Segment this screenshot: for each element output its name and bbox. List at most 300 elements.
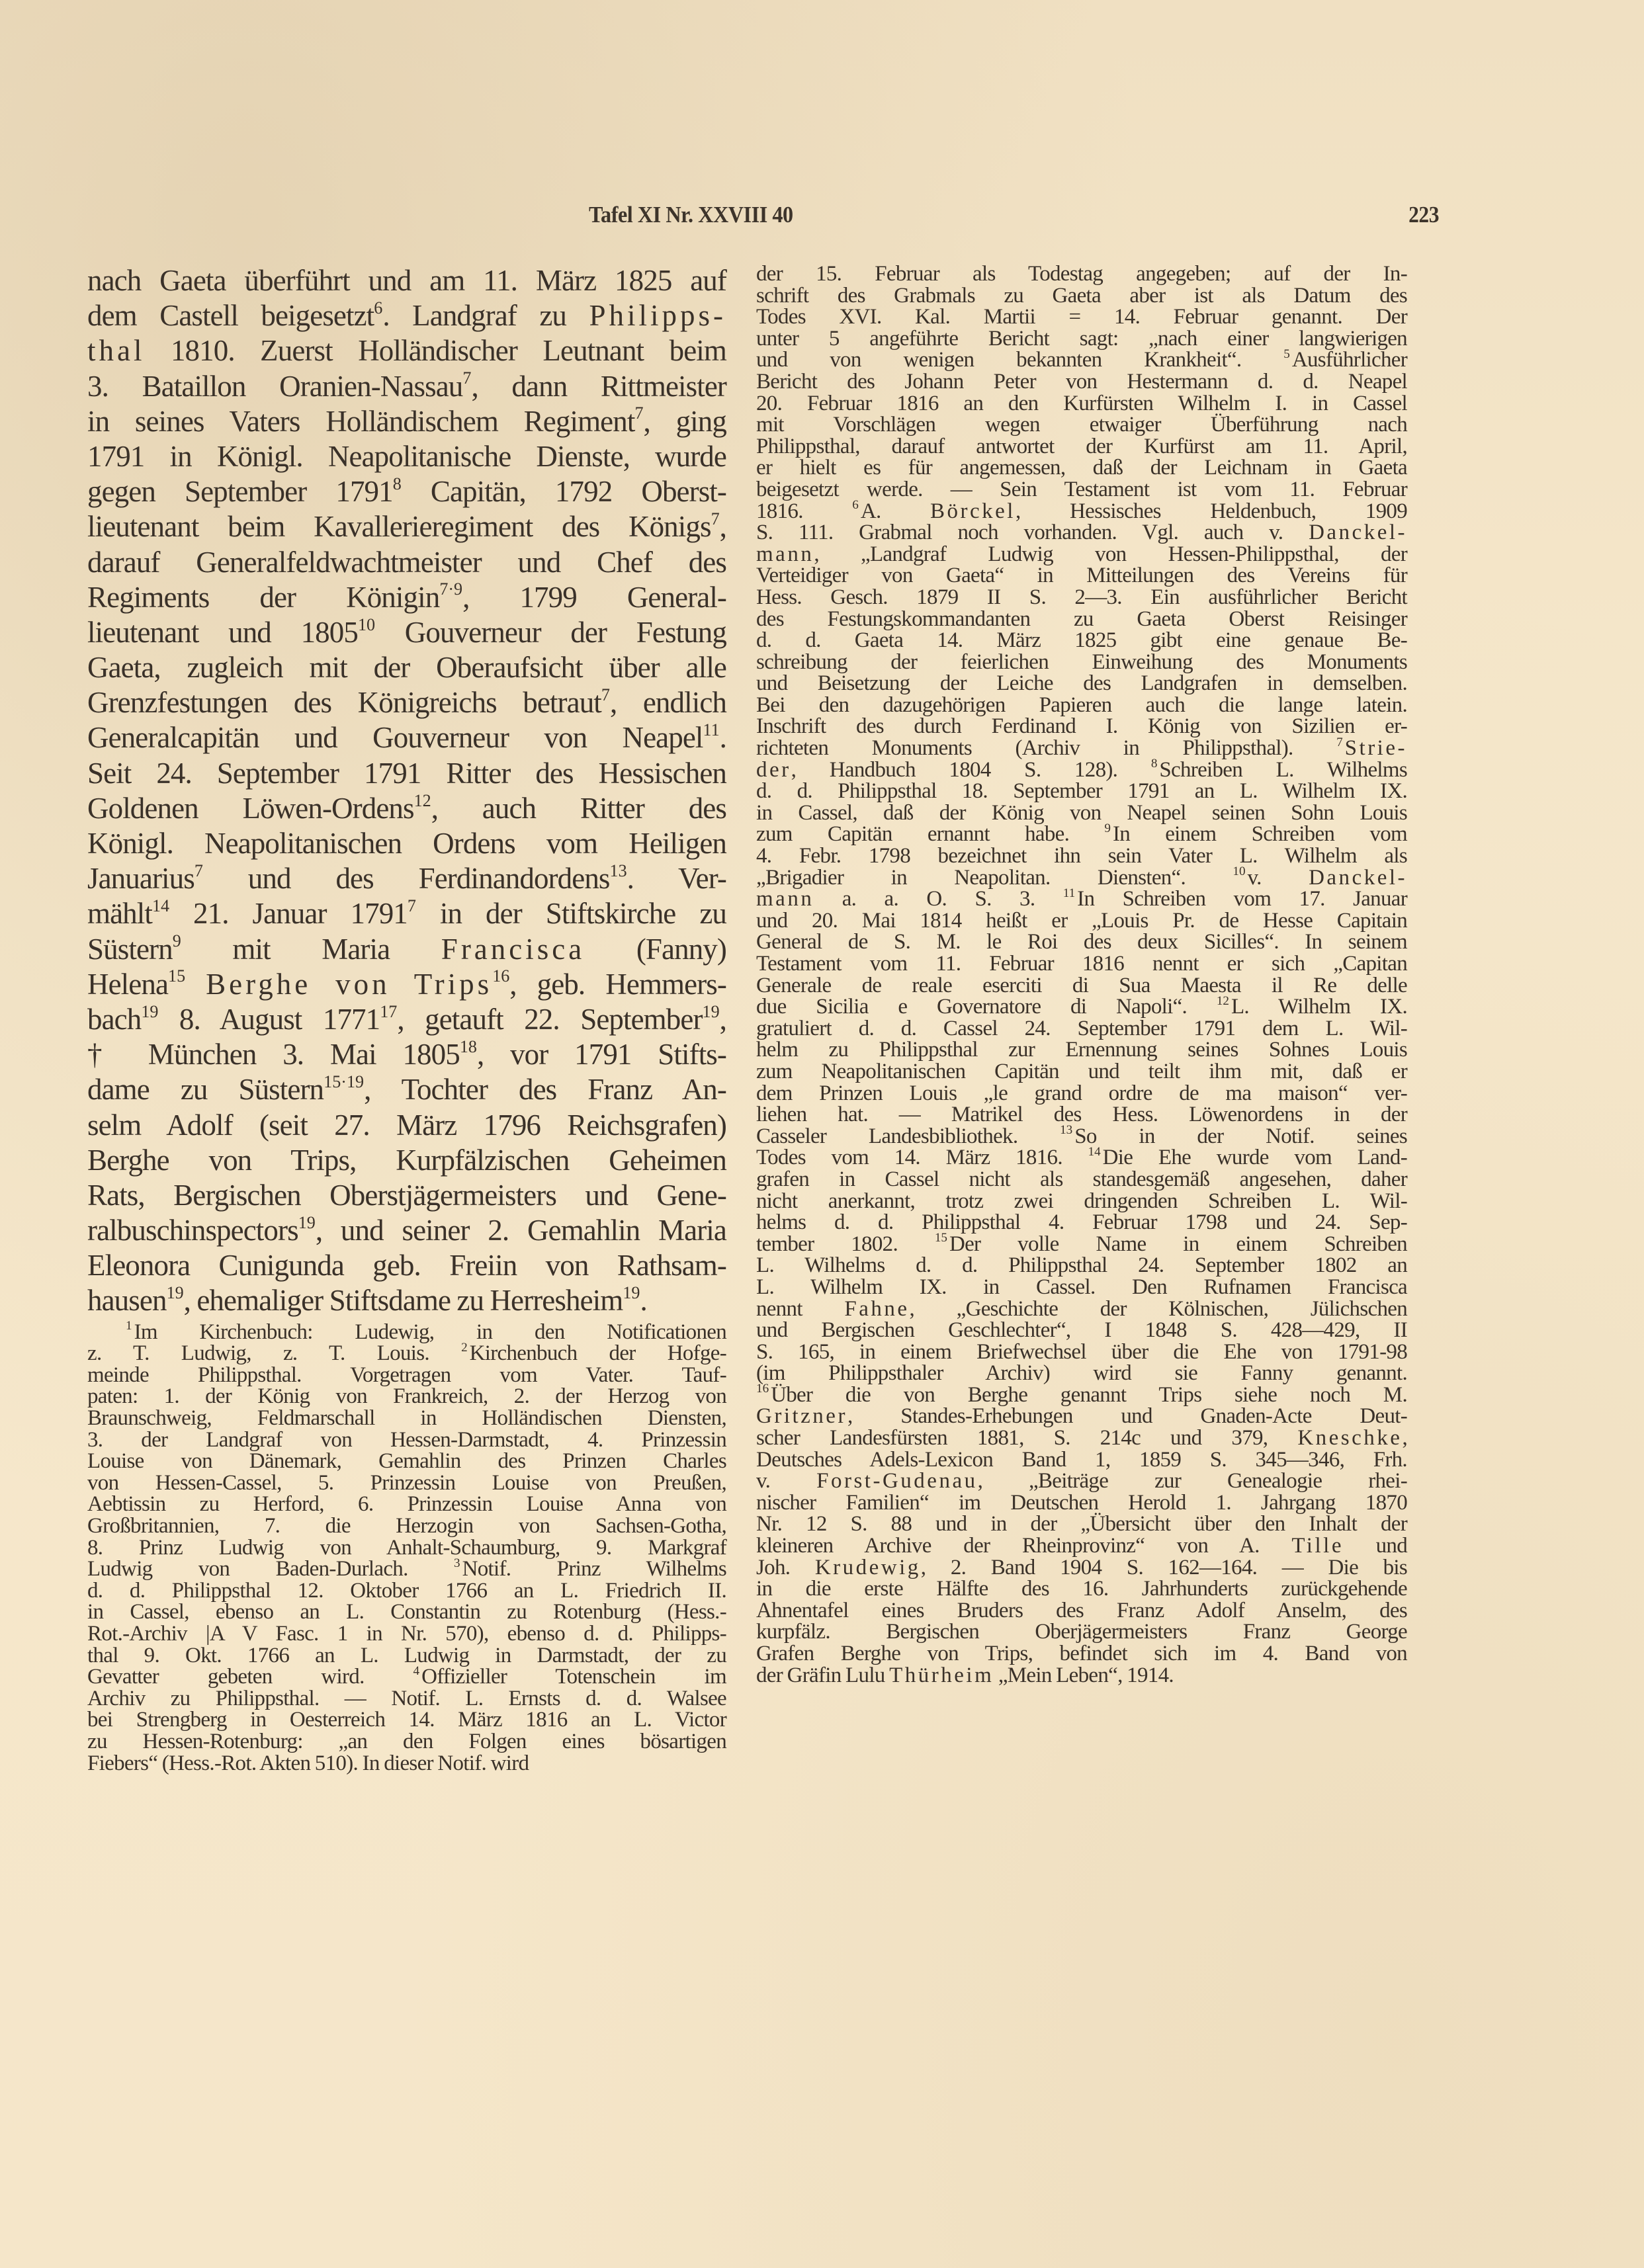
text-line [87, 545, 726, 580]
text-run: liehen hat. — Matrikel des Hess. Löwenordens in der [756, 1103, 1407, 1127]
text-run: 8. Prinz Ludwig von Anhalt-Schaumburg, 9. Markgraf [87, 1535, 726, 1560]
footnote-line [756, 479, 1407, 501]
text-run: , und seiner 2. Gemahlin Maria [315, 1214, 726, 1247]
text-run: Helena [87, 967, 169, 1001]
text-line [87, 791, 726, 826]
text-run: , dann Rittmeister [471, 369, 727, 403]
spaced-name: Danckel- [1309, 521, 1407, 545]
text-line [87, 756, 726, 791]
page-number: 223 [1408, 202, 1439, 228]
text-line [87, 404, 726, 439]
footnote-number: 3 [454, 1556, 460, 1570]
footnote-number: 1 [126, 1319, 132, 1333]
text-run: mählt [87, 897, 152, 931]
footnote-line [87, 1601, 726, 1623]
text-run: , [1402, 1426, 1407, 1450]
text-run: , geb. Hemmers- [509, 967, 726, 1001]
text-run: unter 5 angeführte Bericht sagt: „nach einer langwierigen [756, 326, 1407, 351]
text-run: grafen in Cassel nicht als standesgemäß angesehen, daher [756, 1167, 1407, 1191]
footnote-line [87, 1515, 726, 1537]
text-run: L. Wilhelms d. d. Philippsthal 24. September 1802 an [756, 1253, 1407, 1278]
text-run: d. d. Philippsthal 18. September 1791 an L. Wilhelm IX. [756, 779, 1407, 804]
footnote-line [756, 565, 1407, 587]
footnote-reference: 19 [298, 1212, 316, 1232]
text-run: Januarius [87, 862, 195, 896]
left-column [87, 263, 726, 1774]
text-run: Nr. 12 S. 88 und in der „Übersicht über den Inhalt der [756, 1512, 1407, 1536]
footnote-line [87, 1319, 726, 1344]
running-title: Tafel XI Nr. XXVIII 40 [589, 202, 793, 228]
footnote-reference: 19 [141, 1001, 159, 1021]
spaced-name: Francisca [441, 932, 585, 966]
footnote-line [756, 802, 1407, 824]
footnote-reference: 7 [711, 509, 720, 529]
footnote-number: 2 [461, 1340, 468, 1355]
text-run: von Hessen-Cassel, 5. Prinzessin Louise von Preußen, [87, 1470, 726, 1495]
footnote-line [756, 673, 1407, 694]
spaced-name: Fahne [844, 1296, 910, 1321]
spaced-name: Berghe von Trips [206, 967, 493, 1001]
footnote-line [756, 306, 1407, 328]
footnote-line [756, 1320, 1407, 1341]
footnote-reference: 19 [702, 1001, 720, 1021]
text-run: nischer Familien“ im Deutschen Herold 1. Jahrgang 1870 [756, 1490, 1407, 1515]
footnote-line [756, 1255, 1407, 1277]
text-run: , [719, 1002, 726, 1036]
footnote-line [87, 1731, 726, 1753]
text-run: † München 3. Mai 1805 [87, 1038, 460, 1071]
spaced-name: Krudewig [814, 1555, 921, 1579]
text-run: , ging [643, 404, 726, 438]
footnote-reference: 7 [634, 403, 644, 423]
footnote-line [756, 975, 1407, 997]
footnote-line [756, 888, 1407, 910]
text-line [87, 509, 726, 544]
text-run: , Standes-Erhebungen und Gnaden-Acte Deut- [847, 1404, 1407, 1429]
text-run: (im Philippsthaler Archiv) wird sie Fanny genannt. [756, 1361, 1407, 1386]
footnote-line [756, 587, 1407, 609]
footnote-line [87, 1558, 726, 1580]
text-run: Ausführlicher [1291, 348, 1407, 372]
footnote-line [756, 931, 1407, 953]
text-run: Im Kirchenbuch: Ludewig, in den Notificationen [134, 1320, 726, 1344]
footnote-line [756, 544, 1407, 566]
text-run: kleineren Archive der Rheinprovinz“ von A. [756, 1534, 1292, 1558]
spaced-name: Forst-Gudenau [816, 1469, 978, 1493]
footnote-number: 8 [1150, 757, 1158, 771]
text-run: S. 165, in einem Briefwechsel über die Ehe von 1791-98 [756, 1339, 1407, 1364]
text-run: . Landgraf zu [382, 299, 589, 333]
text-run: Todes XVI. Kal. Martii = 14. Februar genannt. Der [756, 305, 1407, 329]
footnote-line [756, 1169, 1407, 1191]
footnote-line [756, 1427, 1407, 1449]
footnote-line [756, 1470, 1407, 1492]
text-run: lieutenant beim Kavallerieregiment des Königs [87, 510, 711, 544]
footnote-line [87, 1365, 726, 1386]
text-run: Fiebers“ (Hess.-Rot. Akten 510). In dieser Notif. wird [87, 1751, 529, 1775]
text-run: Bei den dazugehörigen Papieren auch die lange latein. [756, 693, 1407, 717]
footnote-line [756, 993, 1407, 1019]
footnote-line [756, 1643, 1407, 1665]
footnote-number: 11 [1062, 886, 1076, 900]
main-text [87, 263, 726, 1319]
spaced-name: mann [756, 887, 814, 911]
text-run: Ahnentafel eines Bruders des Franz Adolf Anselm, des [756, 1598, 1407, 1622]
text-run: 1791 in Königl. Neapolitanische Dienste, wurde [87, 439, 726, 473]
footnotes-right [756, 263, 1407, 1686]
text-run: , „Geschichte der Kölnischen, Jülichschen [909, 1296, 1407, 1321]
footnote-line [756, 780, 1407, 802]
footnote-reference: 7 [194, 861, 203, 880]
text-run: Capitän, 1792 Oberst- [401, 475, 726, 509]
text-run: er hielt es für angemessen, daß der Leichnam in Gaeta [756, 456, 1407, 480]
text-run: bei Strengberg in Oesterreich 14. März 1816 an L. Victor [87, 1708, 726, 1732]
text-run: Inschrift des durch Ferdinand I. König von Sizilien er- [756, 714, 1407, 739]
text-run: L. Wilhelm IX. [1231, 995, 1407, 1019]
text-run: thal 9. Okt. 1766 an L. Ludwig in Darmstadt, der zu [87, 1643, 726, 1667]
footnote-line [756, 1363, 1407, 1384]
text-run: dem Castell beigesetzt [87, 299, 374, 333]
text-run: nennt [756, 1296, 845, 1321]
text-run: mit Vorschlägen wegen etwaiger Überführung nach [756, 413, 1407, 437]
footnote-line [756, 1384, 1407, 1406]
text-run: Todes vom 14. März 1816. [756, 1146, 1088, 1170]
text-line [87, 439, 726, 474]
text-run: , Tochter des Franz An- [364, 1073, 726, 1107]
footnote-line [87, 1753, 726, 1775]
footnote-reference: 12 [413, 790, 431, 810]
text-line [87, 369, 726, 404]
text-run: und [1343, 1534, 1408, 1558]
text-run: due Sicilia e Governatore di Napoli“. [756, 995, 1217, 1019]
text-line [87, 1072, 726, 1107]
footnotes-left [87, 1319, 726, 1775]
footnote-line [756, 1449, 1407, 1471]
text-line [87, 1248, 726, 1283]
text-run: und des Ferdinandordens [202, 862, 610, 896]
footnote-line [756, 609, 1407, 630]
text-run: lieutenant und 1805 [87, 615, 358, 649]
text-run: Goldenen Löwen-Ordens [87, 791, 414, 825]
text-run: a. a. O. S. 3. [814, 887, 1063, 911]
footnote-reference: 15 [168, 966, 186, 986]
text-run: richteten Monuments (Archiv in Philippsthal). [756, 736, 1337, 761]
text-run: beigesetzt werde. — Sein Testament ist vom 11. Februar [756, 477, 1407, 501]
text-run: A. [860, 499, 930, 523]
text-run: zum Capitän ernannt habe. [756, 822, 1105, 847]
footnote-line [756, 716, 1407, 737]
footnote-line [756, 1341, 1407, 1363]
footnote-line [756, 1621, 1407, 1643]
text-run: Archiv zu Philippsthal. — Notif. L. Ernsts d. d. Walsee [87, 1686, 726, 1710]
footnote-line [756, 414, 1407, 436]
footnote-line [756, 1557, 1407, 1579]
text-run: 3. der Landgraf von Hessen-Darmstadt, 4. Prinzessin [87, 1427, 726, 1452]
text-run: v. [1247, 865, 1309, 890]
text-line [87, 1108, 726, 1143]
text-run: ralbuschinspectors [87, 1214, 298, 1247]
text-run: Gouverneur der Festung [375, 615, 726, 649]
text-run: Generalcapitän und Gouverneur von Neapel [87, 721, 703, 755]
text-run: , ehemaliger Stiftsdame zu Herresheim [183, 1284, 623, 1318]
text-run: (Fanny) [585, 932, 726, 966]
footnote-line [87, 1688, 726, 1710]
text-run: Regiments der Königin [87, 580, 440, 614]
footnote-line [87, 1429, 726, 1451]
text-run: S. 111. Grabmal noch vorhanden. Vgl. auch v. [756, 521, 1309, 545]
footnote-line [756, 1104, 1407, 1126]
text-run: scher Landesfürsten 1881, S. 214c und 379, [756, 1426, 1298, 1450]
text-run: Gaeta, zugleich mit der Oberaufsicht über alle [87, 651, 726, 685]
text-run: , [719, 510, 726, 544]
footnote-reference: 19 [166, 1283, 184, 1303]
text-line [87, 826, 726, 861]
footnote-line [756, 1578, 1407, 1600]
footnote-line [87, 1450, 726, 1472]
text-line [87, 1143, 726, 1178]
footnote-line [87, 1645, 726, 1667]
footnote-number: 12 [1216, 993, 1229, 1008]
text-line [87, 1002, 726, 1037]
footnote-line [756, 436, 1407, 458]
footnote-line [87, 1472, 726, 1494]
text-run: Philippsthal, darauf antwortet der Kurfürst am 11. April, [756, 434, 1407, 458]
text-run: helm zu Philippsthal zur Ernennung seines Sohnes Louis [756, 1038, 1407, 1062]
text-run: Kirchenbuch der Hofge- [469, 1341, 726, 1366]
text-run: kurpfälz. Bergischen Oberjägermeisters Franz George [756, 1620, 1407, 1644]
footnote-line [756, 1231, 1407, 1256]
footnote-line [756, 910, 1407, 932]
footnote-line [756, 845, 1407, 867]
text-run: Süstern [87, 932, 173, 966]
footnote-reference: 7 [462, 368, 472, 388]
footnote-line [756, 328, 1407, 350]
footnote-reference: 10 [357, 614, 376, 634]
text-run: gegen September 1791 [87, 475, 393, 509]
footnote-line [756, 349, 1407, 371]
text-run: , „Beiträge zur Genealogie rhei- [977, 1469, 1407, 1493]
text-run: . Ver- [627, 862, 726, 896]
footnote-reference: 14 [151, 896, 170, 916]
footnote-line [756, 393, 1407, 415]
footnote-reference: 19 [623, 1283, 640, 1303]
text-run: in seines Vaters Holländischem Regiment [87, 404, 635, 438]
text-run: Seit 24. September 1791 Ritter des Hessischen [87, 756, 726, 790]
footnote-reference: 15·19 [324, 1072, 365, 1092]
text-run: In Schreiben vom 17. Januar [1077, 887, 1407, 911]
footnote-line [756, 694, 1407, 716]
text-run: , „Landgraf Ludwig von Hessen-Philippsthal, der [814, 542, 1407, 566]
footnote-line [756, 1191, 1407, 1212]
text-run: helms d. d. Philippsthal 4. Februar 1798 und 24. Sep- [756, 1210, 1407, 1235]
footnote-line [756, 457, 1407, 479]
text-run: selm Adolf (seit 27. März 1796 Reichsgrafen) [87, 1108, 726, 1142]
spaced-name: der [756, 757, 791, 782]
text-run: meinde Philippsthal. Vorgetragen vom Vater. Tauf- [87, 1363, 726, 1387]
text-run: In einem Schreiben vom [1112, 822, 1407, 847]
footnote-line [756, 1298, 1407, 1320]
footnote-number: 15 [934, 1231, 947, 1245]
text-run: So in der Notif. seines [1074, 1124, 1407, 1148]
text-run: des Festungskommandanten zu Gaeta Oberst Reisinger [756, 607, 1407, 631]
text-run: Eleonora Cunigunda geb. Freiin von Rathsam- [87, 1249, 726, 1282]
text-run: 1810. Zuerst Holländischer Leutnant beim [145, 334, 726, 368]
text-line [87, 615, 726, 650]
text-run: zum Neapolitanischen Capitän und teilt ihm mit, daß er [756, 1059, 1407, 1083]
footnote-line [756, 498, 1408, 523]
text-run: Generale de reale eserciti di Sua Maesta il Re delle [756, 973, 1407, 997]
text-run: . [640, 1284, 647, 1318]
footnote-line [87, 1623, 726, 1645]
text-run: Braunschweig, Feldmarschall in Holländischen Diensten, [87, 1406, 726, 1430]
text-run: und 20. Mai 1814 heißt er „Louis Pr. de Hesse Capitain [756, 908, 1407, 933]
text-run: und von wenigen bekannten Krankheit“. [756, 348, 1284, 372]
text-line [87, 263, 726, 298]
footnote-reference: 7·9 [439, 579, 463, 599]
text-line [87, 298, 726, 333]
spaced-name: Danckel- [1309, 865, 1407, 890]
spaced-name: Strie- [1344, 736, 1407, 761]
footnote-number: 14 [1088, 1144, 1101, 1159]
text-run: darauf Generalfeldwachtmeister und Chef des [87, 545, 726, 579]
footnote-reference: 16 [492, 966, 510, 986]
text-run: Deutsches Adels-Lexicon Band 1, 1859 S. 345—346, Frh. [756, 1447, 1407, 1472]
footnote-line [87, 1709, 726, 1731]
footnote-reference: 13 [609, 861, 627, 880]
text-run: und Beisetzung der Leiche des Landgrafen in demselben. [756, 671, 1407, 696]
text-run: nicht anerkannt, trotz zwei dringenden Schreiben L. Wil- [756, 1189, 1407, 1213]
footnote-reference: 11 [703, 720, 720, 740]
text-line [87, 685, 726, 720]
text-run: , vor 1791 Stifts- [476, 1038, 726, 1071]
footnote-line [756, 371, 1407, 393]
footnote-number: 7 [1336, 735, 1343, 749]
footnote-line [756, 263, 1407, 285]
spaced-name: Thürheim [889, 1663, 994, 1687]
text-run: d. d. Philippsthal 12. Oktober 1766 an L. Friedrich II. [87, 1578, 726, 1603]
footnote-line [756, 522, 1407, 544]
text-run: schrift des Grabmals zu Gaeta aber ist als Datum des [756, 283, 1407, 308]
footnote-reference: 6 [374, 298, 383, 317]
text-line [87, 861, 726, 896]
text-run: , getauft 22. September [397, 1002, 703, 1036]
footnote-number: 16 [756, 1382, 769, 1396]
text-run: d. d. Gaeta 14. März 1825 gibt eine genaue Be- [756, 628, 1407, 653]
spaced-name: Tille [1291, 1534, 1344, 1558]
footnote-line [756, 1039, 1407, 1061]
text-run: in der Stiftskirche zu [415, 897, 726, 931]
footnote-line [87, 1580, 726, 1602]
text-run: in Cassel, ebenso an L. Constantin zu Rotenburg (Hess.- [87, 1600, 726, 1624]
footnote-line [756, 1123, 1407, 1148]
footnote-line [756, 1018, 1407, 1040]
spaced-name: Gritzner [756, 1404, 847, 1429]
text-run: Der volle Name in einem Schreiben [949, 1232, 1407, 1256]
text-run: Berghe von Trips, Kurpfälzischen Geheimen [87, 1143, 726, 1177]
footnote-line [756, 953, 1407, 975]
text-run: nach Gaeta überführt und am 11. März 1825 auf [87, 264, 726, 297]
spaced-name: Kneschke [1297, 1426, 1403, 1450]
footnote-line [87, 1340, 726, 1366]
text-line [87, 1213, 726, 1248]
footnote-line [756, 1144, 1407, 1170]
text-line [87, 967, 726, 1002]
text-run: z. T. Ludwig, z. T. Louis. [87, 1341, 462, 1366]
text-run: 21. Januar 1791 [169, 897, 408, 931]
text-line [87, 1037, 726, 1072]
text-run: 3. Bataillon Oranien-Nassau [87, 369, 463, 403]
footnote-line [87, 1493, 726, 1515]
text-line [87, 333, 726, 368]
text-run: bach [87, 1002, 142, 1036]
text-line [87, 720, 726, 755]
text-line [87, 1178, 726, 1213]
text-run: Verteidiger von Gaeta“ in Mitteilungen des Vereins für [756, 564, 1407, 588]
spaced-name: mann [756, 542, 814, 566]
text-run: Grafen Berghe von Trips, befindet sich im 4. Band von [756, 1642, 1407, 1665]
text-run: Casseler Landesbibliothek. [756, 1124, 1060, 1148]
text-run: Rot.-Archiv |A V Fasc. 1 in Nr. 570), ebenso d. d. Philipps- [87, 1621, 726, 1646]
text-run: , auch Ritter des [431, 791, 726, 825]
text-run: zu Hessen-Rotenburg: „an den Folgen eines bösartigen [87, 1729, 726, 1753]
text-run: , 1799 General- [462, 580, 727, 614]
text-run [185, 968, 206, 1001]
text-run: , Handbuch 1804 S. 128). [791, 757, 1151, 782]
text-run: schreibung der feierlichen Einweihung des Monuments [756, 650, 1407, 674]
text-run: Aebtissin zu Herford, 6. Prinzessin Louise Anna von [87, 1492, 726, 1517]
text-run: Großbritannien, 7. die Herzogin von Sachsen-Gotha, [87, 1513, 726, 1538]
text-run: , endlich [609, 686, 727, 720]
text-run: v. [756, 1469, 817, 1493]
spaced-name: Philipps- [589, 299, 726, 333]
footnote-line [756, 1665, 1407, 1687]
footnote-reference: 18 [459, 1036, 477, 1056]
text-run: 8. August 1771 [158, 1002, 380, 1036]
text-line [87, 650, 726, 685]
text-run: dame zu Süstern [87, 1073, 324, 1107]
text-run: hausen [87, 1284, 167, 1318]
footnote-line [756, 1492, 1407, 1514]
footnote-line [756, 864, 1407, 890]
text-run: Ludwig von Baden-Durlach. [87, 1557, 454, 1581]
text-run: Schreiben L. Wilhelms [1159, 757, 1408, 782]
text-run: der 15. Februar als Todestag angegeben; auf der In- [756, 262, 1407, 286]
footnote-line [87, 1663, 726, 1689]
text-run: , Hessisches Heldenbuch, 1909 [1015, 499, 1408, 523]
text-run: „Mein Leben“, 1914. [994, 1663, 1174, 1687]
running-header [589, 202, 1439, 235]
footnote-line [756, 1513, 1407, 1535]
text-line [87, 896, 726, 931]
footnote-reference: 17 [380, 1001, 398, 1021]
footnote-number: 9 [1104, 821, 1111, 836]
footnote-line [756, 759, 1407, 781]
text-run: . [719, 721, 726, 755]
text-run: Louise von Dänemark, Gemahlin des Prinzen Charles [87, 1449, 726, 1474]
text-run: Grenzfestungen des Königreichs betraut [87, 686, 601, 720]
text-run: 1816. [756, 499, 853, 523]
text-run: , 2. Band 1904 S. 162—164. — Die bis [920, 1555, 1407, 1579]
footnote-line [87, 1386, 726, 1407]
text-line [87, 1283, 726, 1318]
text-run: Gevatter gebeten wird. [87, 1665, 413, 1689]
footnote-number: 13 [1060, 1123, 1073, 1138]
footnote-line [756, 1212, 1407, 1234]
text-line [87, 474, 726, 509]
text-run: dem Prinzen Louis „le grand ordre de ma maison“ ver- [756, 1081, 1407, 1105]
footnote-line [87, 1407, 726, 1429]
spaced-name: Börckel [930, 499, 1016, 523]
